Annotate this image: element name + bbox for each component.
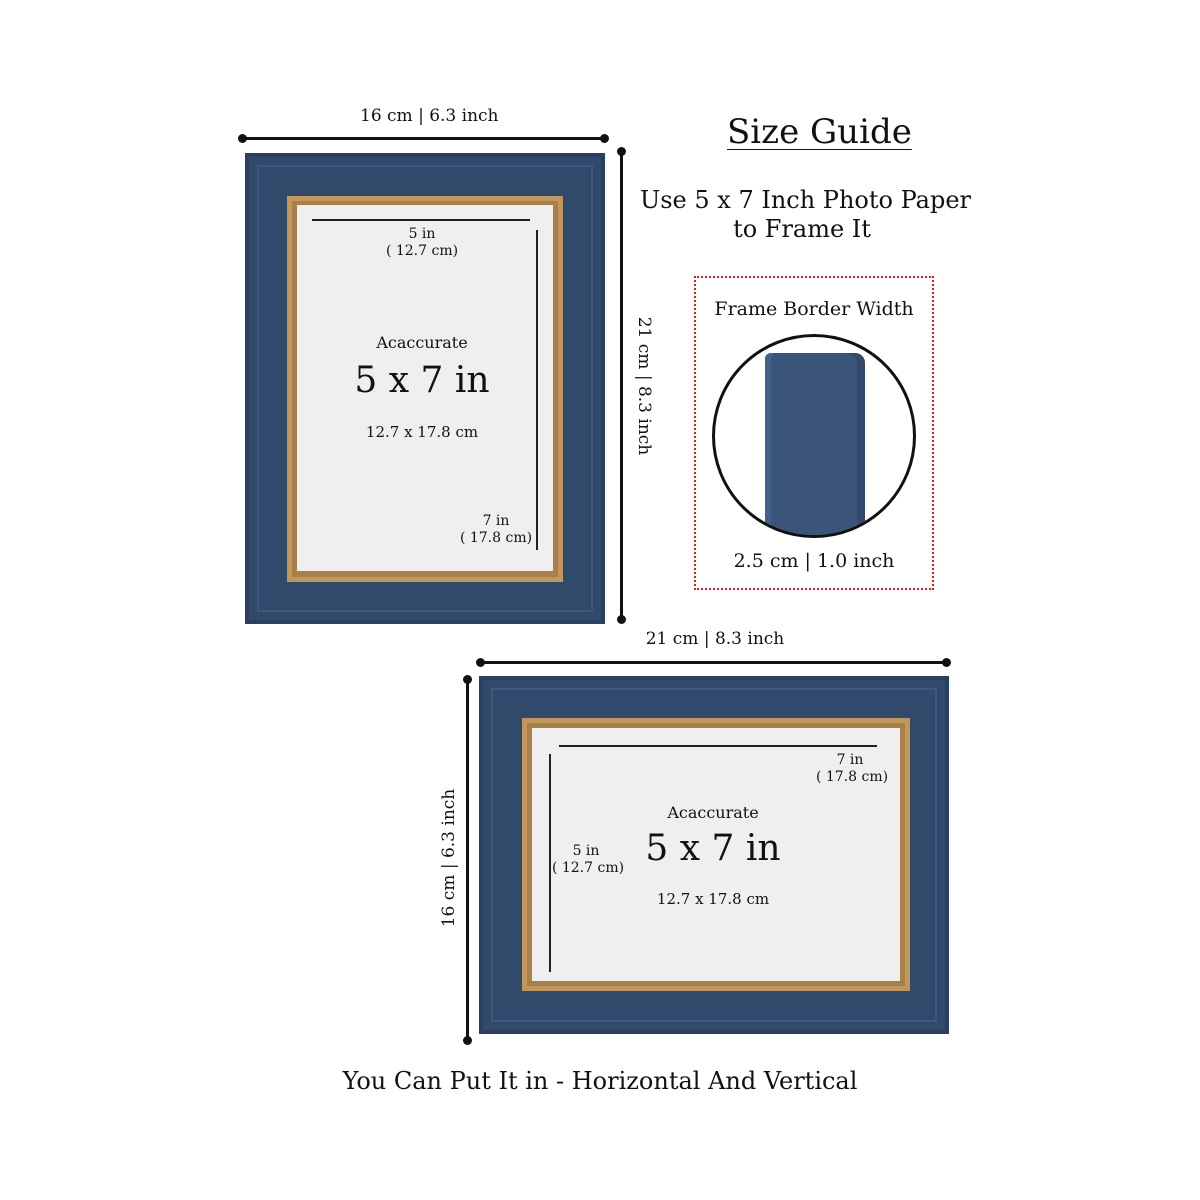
top-width-line-start-dot xyxy=(238,134,247,143)
bottom-width-line-start-dot xyxy=(476,658,485,667)
vertical-paper-height-line xyxy=(536,230,538,550)
bottom-width-line xyxy=(481,661,947,664)
page-title: Size Guide xyxy=(727,112,912,152)
border-width-value: 2.5 cm | 1.0 inch xyxy=(733,550,895,572)
horizontal-height-in: 5 in xyxy=(572,843,600,859)
horizontal-size-label: 5 x 7 in xyxy=(645,828,781,869)
top-height-line xyxy=(620,151,623,620)
bottom-height-label: 16 cm | 6.3 inch xyxy=(439,788,459,928)
horizontal-paper-width-line xyxy=(559,745,877,747)
bottom-width-label: 21 cm | 8.3 inch xyxy=(645,629,785,649)
top-height-line-end-dot xyxy=(617,615,626,624)
subtitle-line-1: Use 5 x 7 Inch Photo Paper xyxy=(640,186,971,214)
frame-profile-sample xyxy=(765,353,865,538)
bottom-height-line xyxy=(466,679,469,1041)
top-height-line-start-dot xyxy=(617,147,626,156)
vertical-height-in: 7 in xyxy=(482,513,510,529)
bottom-height-line-end-dot xyxy=(463,1036,472,1045)
horizontal-height-cm: ( 12.7 cm) xyxy=(551,860,625,876)
vertical-height-cm: ( 17.8 cm) xyxy=(459,530,533,546)
horizontal-width-in: 7 in xyxy=(836,752,864,768)
vertical-width-cm: ( 12.7 cm) xyxy=(385,243,459,259)
horizontal-width-cm: ( 17.8 cm) xyxy=(815,769,889,785)
border-width-circle xyxy=(712,334,916,538)
top-height-label: 21 cm | 8.3 inch xyxy=(634,316,654,456)
horizontal-accurate-label: Acaccurate xyxy=(667,803,759,822)
border-width-title: Frame Border Width xyxy=(714,298,914,320)
top-width-label: 16 cm | 6.3 inch xyxy=(360,106,499,126)
vertical-width-in: 5 in xyxy=(408,226,436,242)
horizontal-size-cm: 12.7 x 17.8 cm xyxy=(656,890,770,908)
vertical-accurate-label: Acaccurate xyxy=(376,333,468,352)
top-width-line xyxy=(243,137,605,140)
vertical-size-cm: 12.7 x 17.8 cm xyxy=(365,423,479,441)
top-width-line-end-dot xyxy=(600,134,609,143)
vertical-size-label: 5 x 7 in xyxy=(354,360,490,401)
vertical-paper-width-line xyxy=(312,219,530,221)
footer-caption: You Can Put It in - Horizontal And Vertical xyxy=(342,1067,858,1095)
subtitle-line-2: to Frame It xyxy=(733,215,871,243)
bottom-height-line-start-dot xyxy=(463,675,472,684)
bottom-width-line-end-dot xyxy=(942,658,951,667)
